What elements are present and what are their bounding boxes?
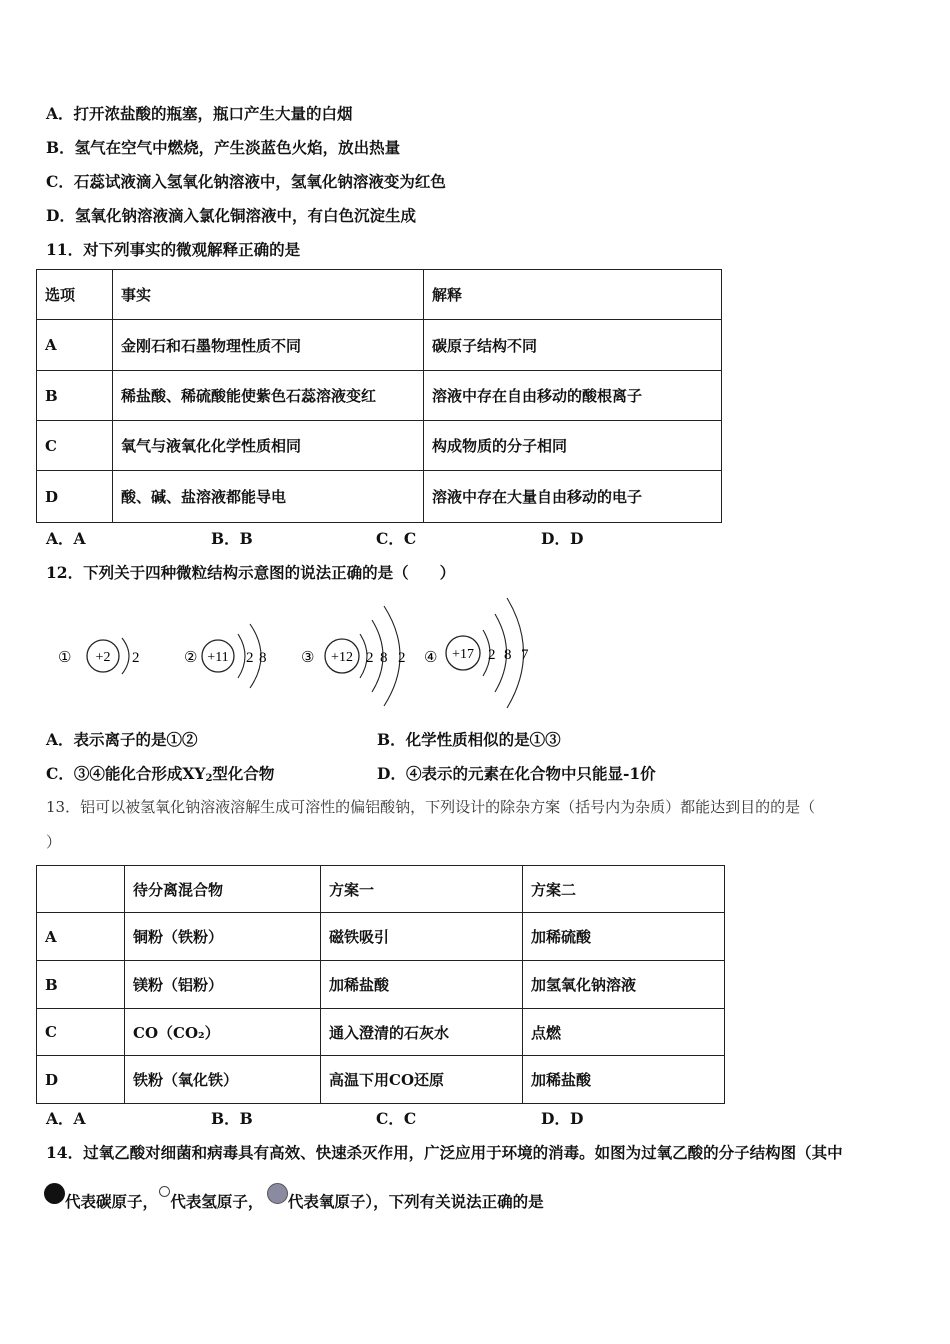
nucleus-charge: +12 [331, 650, 353, 665]
particle-3 [301, 606, 406, 706]
q10-option-b: B．氢气在空气中燃烧，产生淡蓝色火焰，放出热量 [46, 138, 401, 157]
table-cell: 加稀硫酸 [523, 913, 725, 961]
table-cell: 稀盐酸、稀硫酸能使紫色石蕊溶液变红 [113, 371, 424, 421]
option-c-text: C．③④能化合形成XY [46, 764, 206, 783]
table-cell: 金刚石和石墨物理性质不同 [113, 320, 424, 371]
table-cell: B [37, 371, 113, 421]
electron-count: 2 [398, 650, 406, 666]
table-row [37, 421, 722, 471]
table-cell: 加氢氧化钠溶液 [523, 961, 725, 1009]
table-row [37, 913, 725, 961]
electron-count: 2 [366, 650, 374, 666]
legend-hydrogen-text: 代表氢原子， [170, 1192, 264, 1211]
q12-option-c [46, 762, 274, 784]
table-cell: 磁铁吸引 [321, 913, 523, 961]
choice-d: D．D [541, 1109, 584, 1128]
choice-b: B．B [211, 1109, 253, 1128]
q11-choices [46, 527, 746, 547]
nucleus-charge: +17 [452, 647, 474, 662]
q13-table [36, 865, 725, 1104]
q12-option-a: A．表示离子的是①② [46, 730, 198, 749]
choice-a: A．A [46, 529, 86, 548]
table-cell: 溶液中存在自由移动的酸根离子 [424, 371, 722, 421]
particle-4 [424, 598, 529, 708]
q12-option-d: D．④表示的元素在化合物中只能显-1价 [377, 764, 656, 783]
choice-c: C．C [376, 1109, 417, 1128]
choice-b: B．B [211, 529, 253, 548]
q13-stem-line1: 13．铝可以被氢氧化钠溶液溶解生成可溶性的偏铝酸钠，下列设计的除杂方案（括号内为杂质）都能达到目的的是（ [46, 798, 816, 816]
table-cell: 点燃 [523, 1009, 725, 1056]
carbon-atom-icon [44, 1183, 65, 1204]
table-row [37, 1009, 725, 1056]
table-cell: A [37, 320, 113, 371]
legend-carbon-text: 代表碳原子， [65, 1192, 159, 1211]
table-cell: D [37, 1056, 125, 1104]
q10-option-a: A．打开浓盐酸的瓶塞，瓶口产生大量的白烟 [46, 104, 353, 123]
table-cell: A [37, 913, 125, 961]
table-cell: CO（CO₂） [125, 1009, 321, 1056]
q12-stem: 12．下列关于四种微粒结构示意图的说法正确的是（ ） [46, 563, 456, 582]
electron-count: 2 [246, 650, 254, 666]
legend-oxygen-text: 代表氧原子），下列有关说法正确的是 [287, 1192, 544, 1211]
particle-2 [184, 624, 267, 688]
q11-table [36, 269, 722, 523]
table-cell: 碳原子结构不同 [424, 320, 722, 371]
nucleus-charge: +11 [207, 650, 229, 665]
particle-label: ④ [424, 650, 438, 666]
nucleus-charge: +2 [95, 650, 111, 665]
table-cell: 通入澄清的石灰水 [321, 1009, 523, 1056]
table-cell: C [37, 1009, 125, 1056]
subscript: 2 [205, 773, 213, 784]
table-cell: 氧气与液氧化化学性质相同 [113, 421, 424, 471]
table-row [37, 1056, 725, 1104]
q10-option-c: C．石蕊试液滴入氢氧化钠溶液中，氢氧化钠溶液变为红色 [46, 172, 446, 191]
q14-stem: 14．过氧乙酸对细菌和病毒具有高效、快速杀灭作用，广泛应用于环境的消毒。如图为过氧乙酸的分子结构图（其中 [46, 1143, 843, 1162]
atomic-structure-diagrams [40, 590, 560, 710]
table-cell: 选项 [37, 270, 113, 320]
q14-legend [44, 1190, 544, 1230]
electron-count: 8 [504, 647, 512, 663]
table-header-row [37, 270, 722, 320]
electron-count: 7 [521, 647, 529, 663]
electron-shell [238, 634, 245, 678]
table-cell: 酸、碱、盐溶液都能导电 [113, 471, 424, 523]
table-cell: 方案二 [523, 866, 725, 913]
table-cell: 加稀盐酸 [321, 961, 523, 1009]
table-cell: 事实 [113, 270, 424, 320]
table-cell: 待分离混合物 [125, 866, 321, 913]
option-c-text-end: 型化合物 [212, 764, 275, 783]
table-cell: 镁粉（铝粉） [125, 961, 321, 1009]
choice-a: A．A [46, 1109, 86, 1128]
particle-label: ③ [301, 650, 315, 666]
q13-choices [46, 1107, 746, 1127]
electron-count: 8 [259, 650, 267, 666]
electron-count: 8 [380, 650, 388, 666]
table-row [37, 961, 725, 1009]
hydrogen-atom-icon [159, 1186, 170, 1197]
particle-label: ② [184, 650, 198, 666]
table-cell [37, 866, 125, 913]
table-header-row [37, 866, 725, 913]
table-cell: C [37, 421, 113, 471]
table-cell: 铜粉（铁粉） [125, 913, 321, 961]
table-cell: 方案一 [321, 866, 523, 913]
table-row [37, 471, 722, 523]
choice-d: D．D [541, 529, 584, 548]
q13-stem-line2: ） [46, 833, 62, 851]
table-row [37, 371, 722, 421]
oxygen-atom-icon [267, 1183, 288, 1204]
choice-c: C．C [376, 529, 417, 548]
q11-stem: 11．对下列事实的微观解释正确的是 [46, 240, 301, 259]
table-cell: 解释 [424, 270, 722, 320]
particle-1 [58, 638, 140, 674]
table-cell: 铁粉（氧化铁） [125, 1056, 321, 1104]
electron-count: 2 [132, 650, 140, 666]
table-cell: D [37, 471, 113, 523]
table-cell: 构成物质的分子相同 [424, 421, 722, 471]
q10-option-d: D．氢氧化钠溶液滴入氯化铜溶液中，有白色沉淀生成 [46, 206, 416, 225]
table-cell: 溶液中存在大量自由移动的电子 [424, 471, 722, 523]
table-cell: 加稀盐酸 [523, 1056, 725, 1104]
q12-option-b: B．化学性质相似的是①③ [377, 730, 561, 749]
electron-count: 2 [488, 647, 496, 663]
table-row [37, 320, 722, 371]
table-cell: B [37, 961, 125, 1009]
particle-label: ① [58, 650, 72, 666]
table-cell: 高温下用CO还原 [321, 1056, 523, 1104]
electron-shell [122, 638, 129, 674]
